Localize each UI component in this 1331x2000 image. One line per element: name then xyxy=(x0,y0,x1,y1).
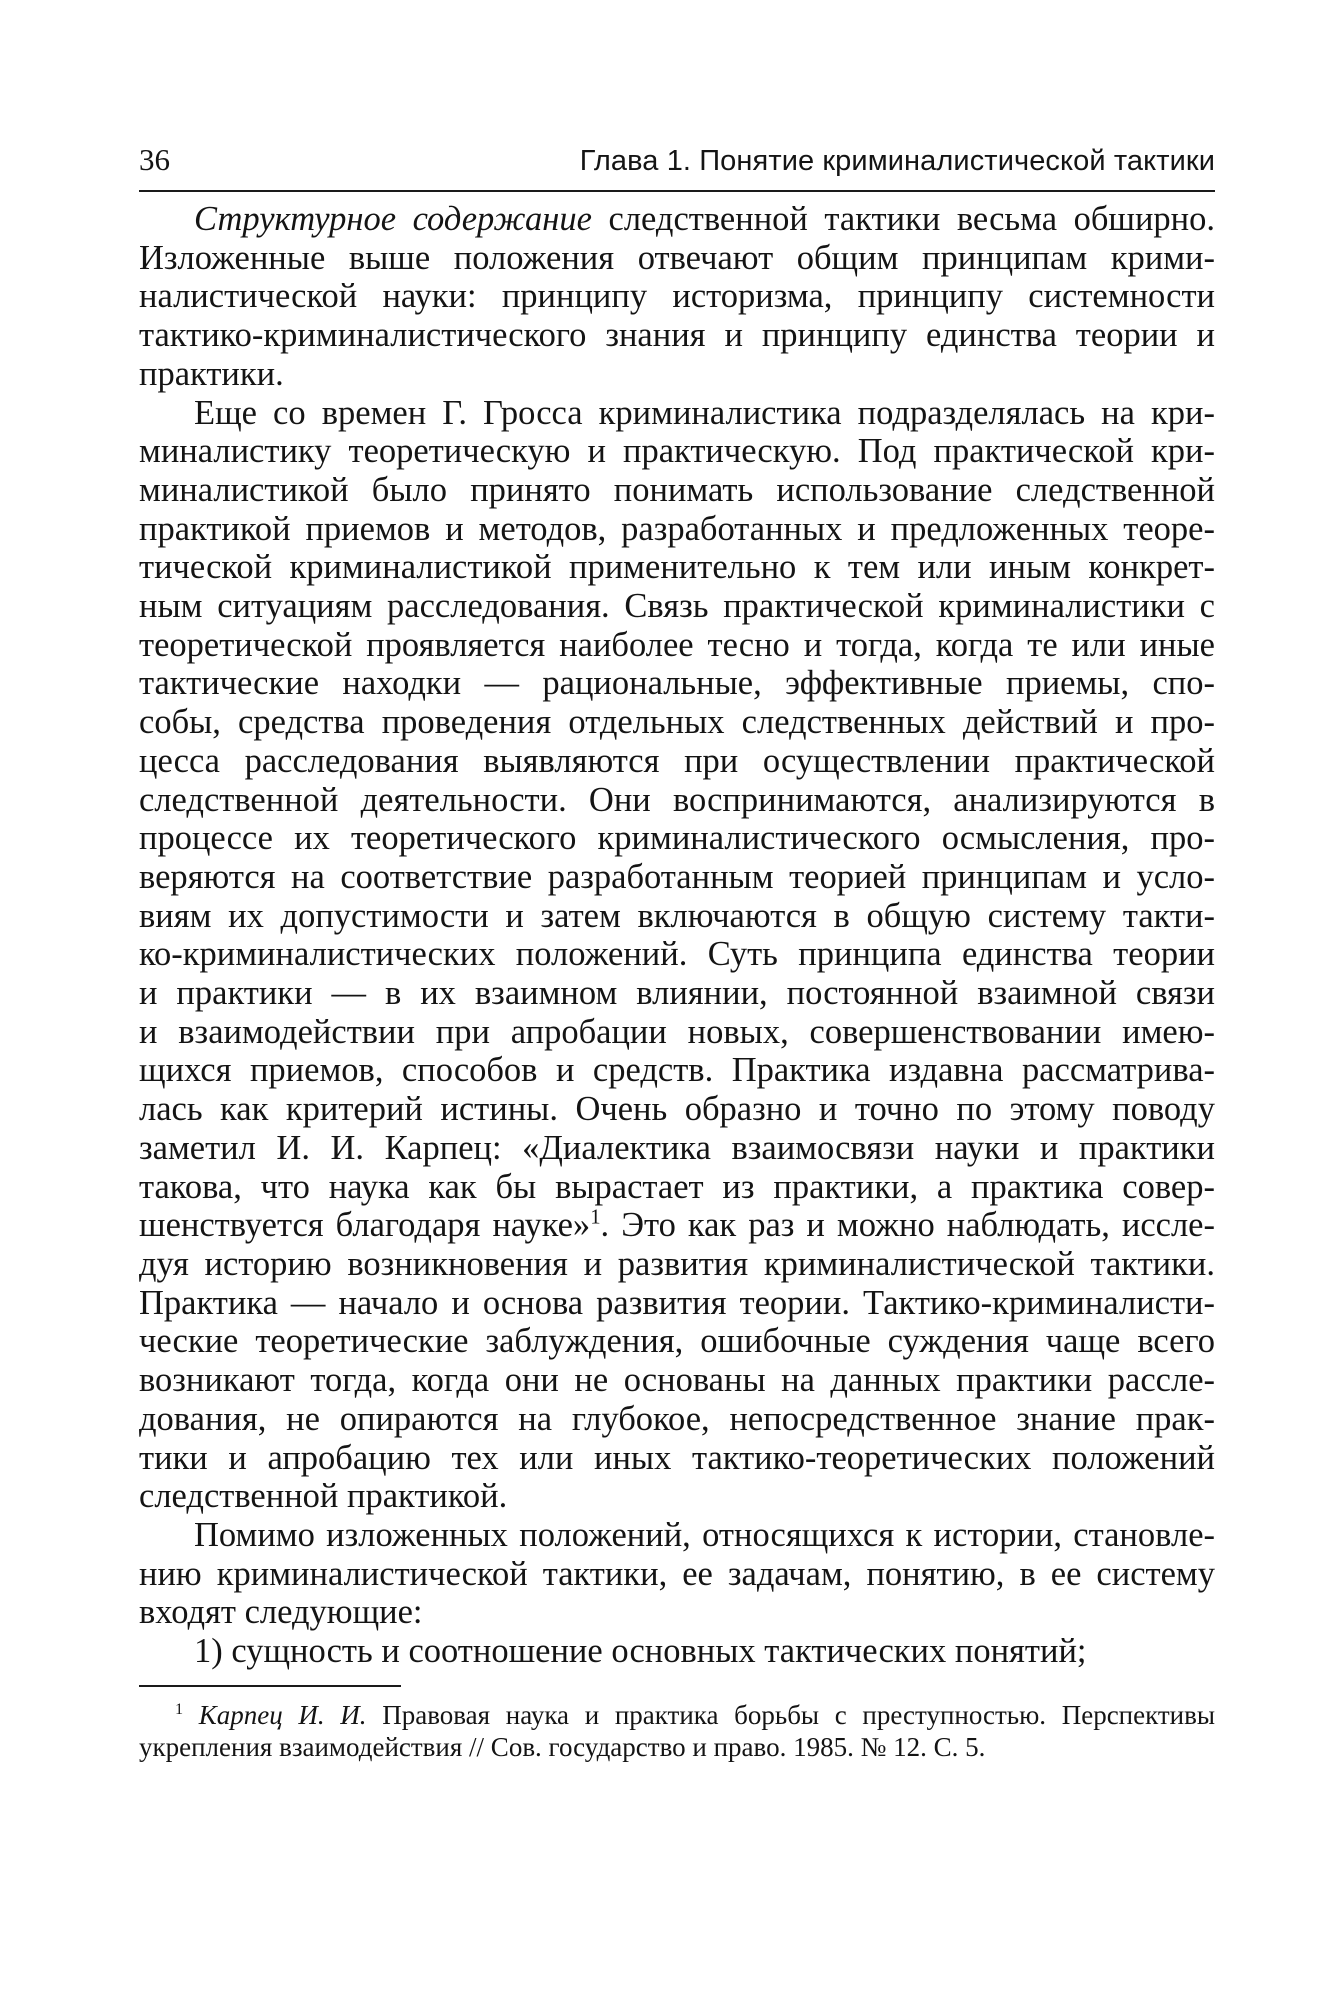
text-line: тики и апробацию тех или иных тактико-теоретических положений xyxy=(139,1438,1215,1477)
text-line: возникают тогда, когда они не основаны на данных практики рассле- xyxy=(139,1361,1215,1400)
text-line: Еще со времен Г. Гросса криминалистика подразделялась на кри- xyxy=(194,393,1215,432)
paragraph-4 xyxy=(139,1632,1215,1671)
text-line: практикой приемов и методов, разработанных и предложенных теоре- xyxy=(139,509,1215,548)
footnote-line: $^1$ Карпец И. И. Правовая наука и практика борьбы с преступностью. Перспективы xyxy=(175,1699,1216,1730)
text-line: тактические находки — рациональные, эффективные приемы, спо- xyxy=(139,664,1215,703)
text-line: такова, что наука как бы вырастает из практики, а практика совер- xyxy=(139,1167,1215,1206)
text-line: следственной деятельности. Они воспринимаются, анализируются в xyxy=(139,780,1215,819)
paragraph-2 xyxy=(139,394,1215,1516)
text-line: тической криминалистикой применительно к тем или иным конкрет- xyxy=(139,548,1215,587)
page-number: 36 xyxy=(139,142,170,177)
paragraph-1 xyxy=(139,200,1215,394)
text-line: заметил И. И. Карпец: «Диалектика взаимосвязи науки и практики xyxy=(139,1128,1215,1167)
text-line: Помимо изложенных положений, относящихся к истории, становле- xyxy=(194,1515,1215,1554)
chapter-title: Глава 1. Понятие криминалистической тактики xyxy=(579,145,1215,177)
text-line: налистической науки: принципу историзма, принципу системности xyxy=(139,277,1215,316)
text-line: дования, не опираются на глубокое, непосредственное знание прак- xyxy=(139,1399,1215,1438)
text-line: Практика — начало и основа развития теории. Тактико-криминалисти- xyxy=(139,1283,1215,1322)
main-text xyxy=(139,200,1215,1671)
text-line: тактико-криминалистического знания и принципу единства теории и xyxy=(139,316,1215,355)
italic-term: Структурное содержание xyxy=(194,200,592,238)
text-line: ным ситуациям расследования. Связь практической криминалистики с xyxy=(139,587,1215,626)
footnote-divider xyxy=(139,1685,401,1687)
text-line: входят следующие: xyxy=(139,1593,423,1632)
book-page xyxy=(139,140,1215,1763)
text-line: цесса расследования выявляются при осуществлении практической xyxy=(139,741,1215,780)
text-line: ческие теоретические заблуждения, ошибочные суждения чаще всего xyxy=(139,1322,1215,1361)
text-line: шенствуется благодаря науке»$^1$. Это как раз и можно наблюдать, иссле- xyxy=(139,1206,1215,1245)
text-line: теоретической проявляется наиболее тесно и тогда, когда те или иные xyxy=(139,625,1215,664)
text-line: дуя историю возникновения и развития криминалистической тактики. xyxy=(139,1244,1215,1283)
text-line: практики. xyxy=(139,354,284,393)
text-line: 1) сущность и соотношение основных тактических понятий; xyxy=(194,1632,1087,1671)
text-line: виям их допустимости и затем включаются в общую систему такти- xyxy=(139,896,1215,935)
text-line: следственной практикой. xyxy=(139,1477,508,1516)
text-line: Структурное содержание следственной тактики весьма обширно. xyxy=(194,200,1216,238)
text-line: и практики — в их взаимном влиянии, постоянной взаимной связи xyxy=(139,974,1215,1013)
text-line: и взаимодействии при апробации новых, совершенствовании имею- xyxy=(139,1012,1215,1051)
text-line: собы, средства проведения отдельных следственных действий и про- xyxy=(139,703,1215,742)
footnote xyxy=(139,1699,1215,1763)
footnote-ref: 1 xyxy=(590,1206,601,1229)
text-line: миналистикой было принято понимать использование следственной xyxy=(139,470,1215,509)
text-line: ко-криминалистических положений. Суть принципа единства теории xyxy=(139,935,1215,974)
text-line: веряются на соответствие разработанным теорией принципам и усло- xyxy=(139,857,1215,896)
text-line: лась как критерий истины. Очень образно и точно по этому поводу xyxy=(139,1090,1215,1129)
footnote-marker: 1 xyxy=(175,1699,184,1718)
running-head xyxy=(139,140,1215,192)
text-line: нию криминалистической тактики, ее задачам, понятию, в ее систему xyxy=(139,1554,1215,1593)
text-line: щихся приемов, способов и средств. Практика издавна рассматрива- xyxy=(139,1051,1215,1090)
paragraph-3 xyxy=(139,1516,1215,1632)
text-line: миналистику теоретическую и практическую. Под практической кри- xyxy=(139,432,1215,471)
text-line: Изложенные выше положения отвечают общим принципам крими- xyxy=(139,238,1215,277)
text-line: процессе их теоретического криминалистического осмысления, про- xyxy=(139,819,1215,858)
footnote-author: Карпец И. И. xyxy=(198,1699,367,1730)
footnote-line: укрепления взаимодействия // Сов. государство и право. 1985. № 12. С. 5. xyxy=(139,1731,986,1762)
